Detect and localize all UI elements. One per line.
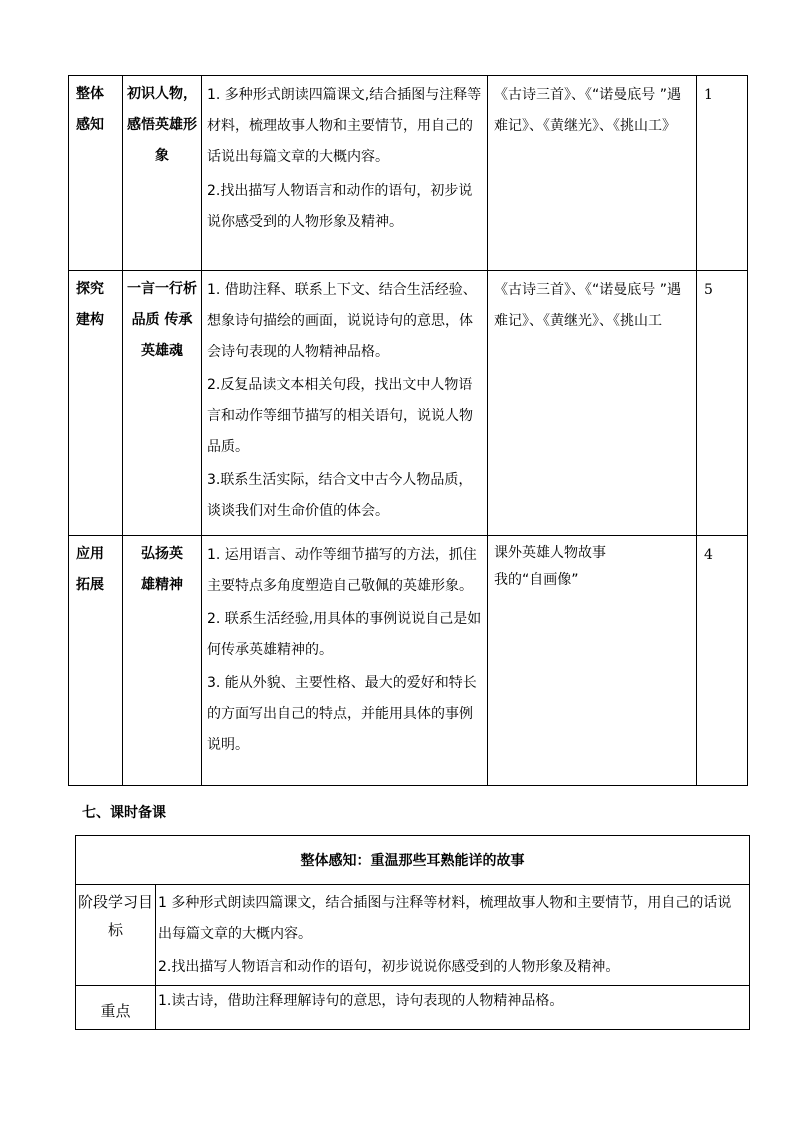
theme-label: 一言一行析品质 传承英雄魂 bbox=[127, 281, 197, 359]
goal-item: 3.联系生活实际，结合文中古今人物品质，谈谈我们对生命价值的体会。 bbox=[207, 472, 473, 519]
phase-label: 整体感知 bbox=[76, 86, 104, 133]
unit-plan-table bbox=[68, 75, 748, 786]
goals-cell bbox=[156, 885, 750, 986]
hours-cell bbox=[697, 536, 748, 786]
theme-cell bbox=[123, 536, 202, 786]
goal-label: 阶段学习目标 bbox=[76, 885, 156, 986]
table-row bbox=[76, 986, 750, 1030]
goal-item: 1. 运用语言、动作等细节描写的方法，抓住主要特点多角度塑造自己敬佩的英雄形象。 bbox=[207, 547, 477, 594]
goal-item: 2. 联系生活经验,用具体的事例说说自己是如何传承英雄精神的。 bbox=[207, 611, 482, 658]
lesson-title: 整体感知：重温那些耳熟能详的故事 bbox=[76, 836, 750, 885]
theme-cell bbox=[123, 76, 202, 271]
theme-label: 弘扬英雄精神 bbox=[141, 546, 183, 593]
table-row bbox=[76, 885, 750, 986]
goals-cell bbox=[202, 76, 488, 271]
texts-label: 《古诗三首》、《“诺曼底号 ”遇难记》、《黄继光》、《挑山工 bbox=[494, 282, 681, 329]
goal-item: 3. 能从外貌、主要性格、最大的爱好和特长的方面写出自己的特点，并能用具体的事例说明。 bbox=[207, 675, 477, 753]
goal-item: 1. 多种形式朗读四篇课文,结合插图与注释等材料，梳理故事人物和主要情节，用自己的话说出每篇文章的大概内容。 bbox=[207, 87, 482, 165]
table-row bbox=[69, 76, 748, 271]
phase-label: 探究建构 bbox=[76, 281, 104, 328]
phase-label: 应用拓展 bbox=[76, 546, 104, 593]
goals-cell bbox=[202, 536, 488, 786]
phase-cell bbox=[69, 271, 123, 536]
phase-cell bbox=[69, 76, 123, 271]
key-points-text: 1.读古诗，借助注释理解诗句的意思，诗句表现的人物精神品格。 bbox=[158, 993, 564, 1009]
hours-value: 1 bbox=[704, 87, 713, 103]
hours-cell bbox=[697, 76, 748, 271]
hours-value: 4 bbox=[704, 547, 713, 563]
table-row bbox=[69, 536, 748, 786]
texts-cell bbox=[488, 76, 697, 271]
goal-item: 2.找出描写人物语言和动作的语句，初步说说你感受到的人物形象及精神。 bbox=[207, 183, 473, 230]
texts-cell bbox=[488, 271, 697, 536]
texts-label: 《古诗三首》、《“诺曼底号 ”遇难记》、《黄继光》、《挑山工》 bbox=[494, 87, 681, 134]
section-heading: 七、课时备课 bbox=[82, 805, 166, 821]
goal-item: 2.找出描写人物语言和动作的语句，初步说说你感受到的人物形象及精神。 bbox=[158, 959, 620, 975]
goal-item: 2.反复品读文本相关句段，找出文中人物语言和动作等细节描写的相关语句，说说人物品质。 bbox=[207, 377, 473, 455]
theme-label: 初识人物，感悟英雄形象 bbox=[127, 86, 197, 164]
hours-cell bbox=[697, 271, 748, 536]
goal-item: 1. 借助注释、联系上下文、结合生活经验、想象诗句描绘的画面，说说诗句的意思，体会诗句表现的人物精神品格。 bbox=[207, 282, 477, 360]
key-points-cell bbox=[156, 986, 750, 1030]
table-row bbox=[69, 271, 748, 536]
phase-cell bbox=[69, 536, 123, 786]
key-label: 重点 bbox=[76, 986, 156, 1030]
hours-value: 5 bbox=[704, 282, 713, 298]
texts-cell bbox=[488, 536, 697, 786]
goal-item: 1 多种形式朗读四篇课文，结合插图与注释等材料，梳理故事人物和主要情节，用自己的话说出每篇文章的大概内容。 bbox=[158, 895, 732, 942]
lesson-plan-table bbox=[75, 835, 750, 1030]
goals-cell bbox=[202, 271, 488, 536]
table-row bbox=[76, 836, 750, 885]
theme-cell bbox=[123, 271, 202, 536]
texts-label: 课外英雄人物故事 我的“自画像” bbox=[494, 545, 606, 588]
